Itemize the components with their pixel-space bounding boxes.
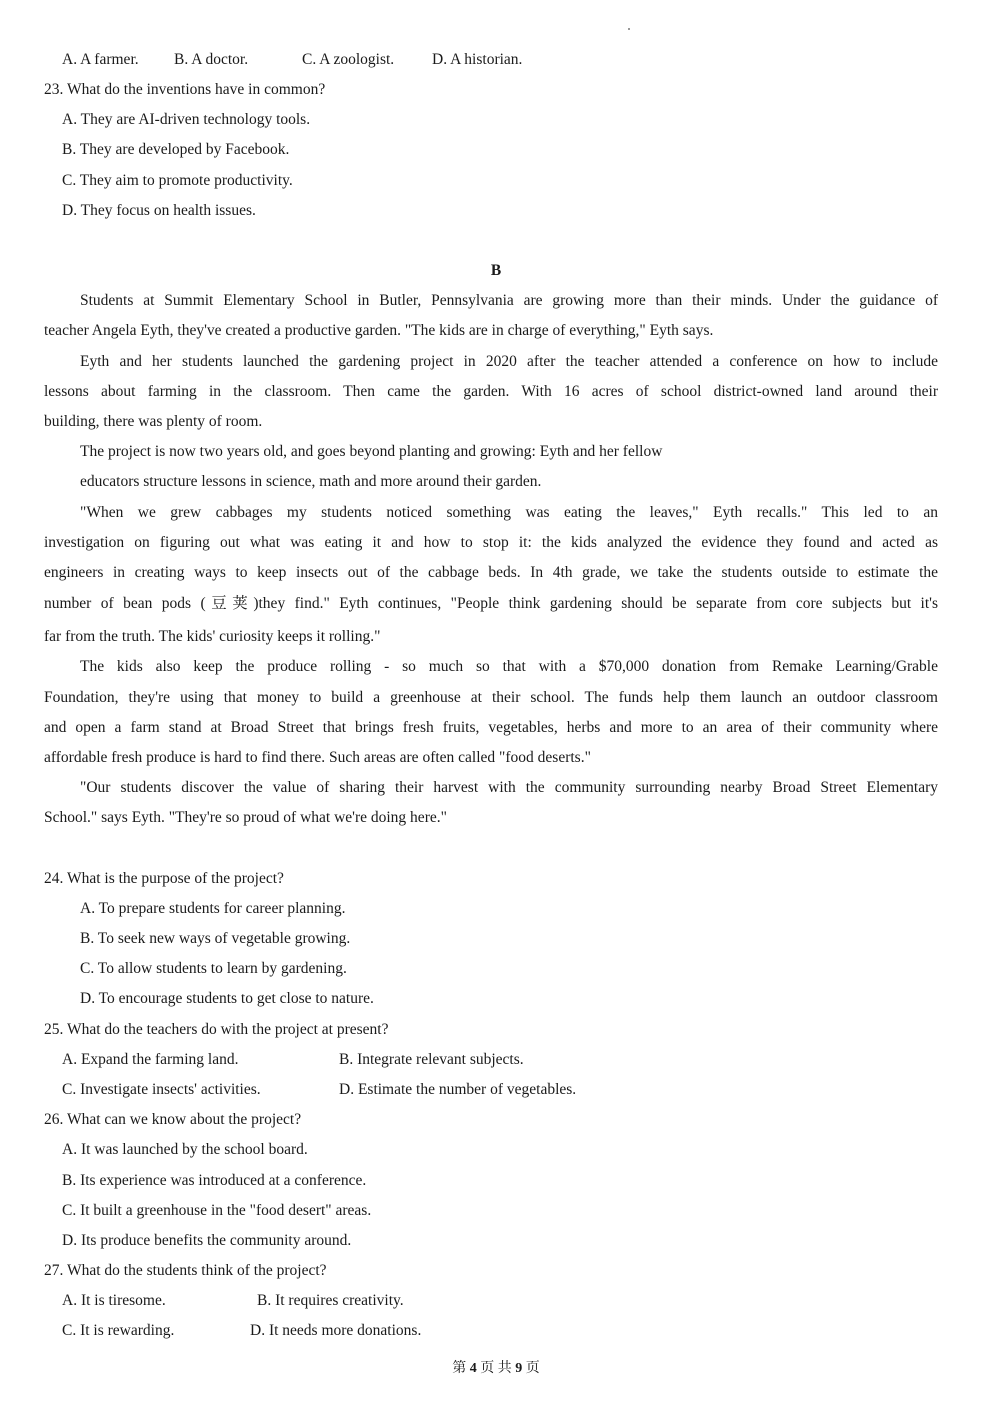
q27-option-b: B. It requires creativity. — [257, 1292, 404, 1309]
passage-line: "When we grew cabbages my students noticed something was eating the leaves," Eyth recalls." This led to an — [80, 504, 938, 521]
passage-line: lessons about farming in the classroom. Then came the garden. With 16 acres of school district-owned land around their — [44, 383, 938, 400]
q27-option-d: D. It needs more donations. — [250, 1322, 422, 1339]
q27-question: 27. What do the students think of the project? — [44, 1262, 327, 1279]
passage-line: The kids also keep the produce rolling - so much so that with a $70,000 donation from Remake Learning/Grable — [80, 658, 938, 675]
q27-option-c: C. It is rewarding. — [62, 1322, 175, 1339]
passage-line: The project is now two years old, and goes beyond planting and growing: Eyth and her fellow — [80, 443, 663, 460]
q26-option-d: D. Its produce benefits the community around. — [62, 1232, 352, 1249]
footer-total-pages: 9 — [515, 1361, 523, 1376]
q23-option-d: D. They focus on health issues. — [62, 202, 256, 219]
scan-speck — [628, 28, 630, 30]
q25-option-b: B. Integrate relevant subjects. — [339, 1051, 524, 1068]
q25-option-a: A. Expand the farming land. — [62, 1051, 239, 1068]
passage-line: investigation on figuring out what was eating it and how to stop it: the kids analyzed the evidence they found and acted as — [44, 534, 938, 551]
passage-line: far from the truth. The kids' curiosity keeps it rolling." — [44, 628, 381, 645]
section-heading: B — [490, 262, 502, 279]
q22-option-b: B. A doctor. — [174, 51, 249, 68]
q22-option-d: D. A historian. — [432, 51, 523, 68]
footer-suffix: 页 — [525, 1361, 540, 1376]
page-footer — [0, 1359, 992, 1379]
q26-option-a: A. It was launched by the school board. — [62, 1141, 308, 1158]
passage-line: building, there was plenty of room. — [44, 413, 263, 430]
passage-line: engineers in creating ways to keep insects out of the cabbage beds. In 4th grade, we take the students outside to estimate the — [44, 564, 938, 581]
passage-line: School." says Eyth. "They're so proud of what we're doing here." — [44, 809, 447, 826]
q26-question: 26. What can we know about the project? — [44, 1111, 302, 1128]
q23-option-b: B. They are developed by Facebook. — [62, 141, 290, 158]
q24-option-a: A. To prepare students for career planning. — [80, 900, 346, 917]
q26-option-c: C. It built a greenhouse in the "food desert" areas. — [62, 1202, 372, 1219]
passage-line: Students at Summit Elementary School in Butler, Pennsylvania are growing more than their minds. Under the guidance of — [80, 292, 938, 309]
q24-option-b: B. To seek new ways of vegetable growing. — [80, 930, 351, 947]
footer-mid: 页 共 — [480, 1361, 512, 1376]
passage-line: and open a farm stand at Broad Street that brings fresh fruits, vegetables, herbs and more to an area of their community where — [44, 719, 938, 736]
q24-question: 24. What is the purpose of the project? — [44, 870, 284, 887]
passage-line: affordable fresh produce is hard to find there. Such areas are often called "food deserts." — [44, 749, 591, 766]
q23-option-a: A. They are AI-driven technology tools. — [62, 111, 311, 128]
footer-prefix: 第 — [452, 1361, 467, 1376]
passage-line: number of bean pods (豆荚)they find." Eyth continues, "People think gardening should be separate from core subjects but it's — [44, 595, 938, 612]
passage-line: Foundation, they're using that money to build a greenhouse at their school. The funds help them launch an outdoor classroom — [44, 689, 938, 706]
q25-question: 25. What do the teachers do with the project at present? — [44, 1021, 389, 1038]
q25-option-c: C. Investigate insects' activities. — [62, 1081, 261, 1098]
q24-option-c: C. To allow students to learn by gardening. — [80, 960, 347, 977]
passage-line: "Our students discover the value of sharing their harvest with the community surrounding nearby Broad Street Elementary — [80, 779, 938, 796]
q22-option-a: A. A farmer. — [62, 51, 139, 68]
q23-question: 23. What do the inventions have in common? — [44, 81, 326, 98]
q27-option-a: A. It is tiresome. — [62, 1292, 166, 1309]
q26-option-b: B. Its experience was introduced at a conference. — [62, 1172, 367, 1189]
footer-page-number: 4 — [469, 1361, 477, 1376]
passage-line: educators structure lessons in science, math and more around their garden. — [80, 473, 542, 490]
passage-line: Eyth and her students launched the gardening project in 2020 after the teacher attended a conference on how to include — [80, 353, 938, 370]
q25-option-d: D. Estimate the number of vegetables. — [339, 1081, 577, 1098]
q24-option-d: D. To encourage students to get close to nature. — [80, 990, 374, 1007]
q23-option-c: C. They aim to promote productivity. — [62, 172, 293, 189]
q22-option-c: C. A zoologist. — [302, 51, 395, 68]
passage-line: teacher Angela Eyth, they've created a productive garden. "The kids are in charge of everything," Eyth says. — [44, 322, 714, 339]
